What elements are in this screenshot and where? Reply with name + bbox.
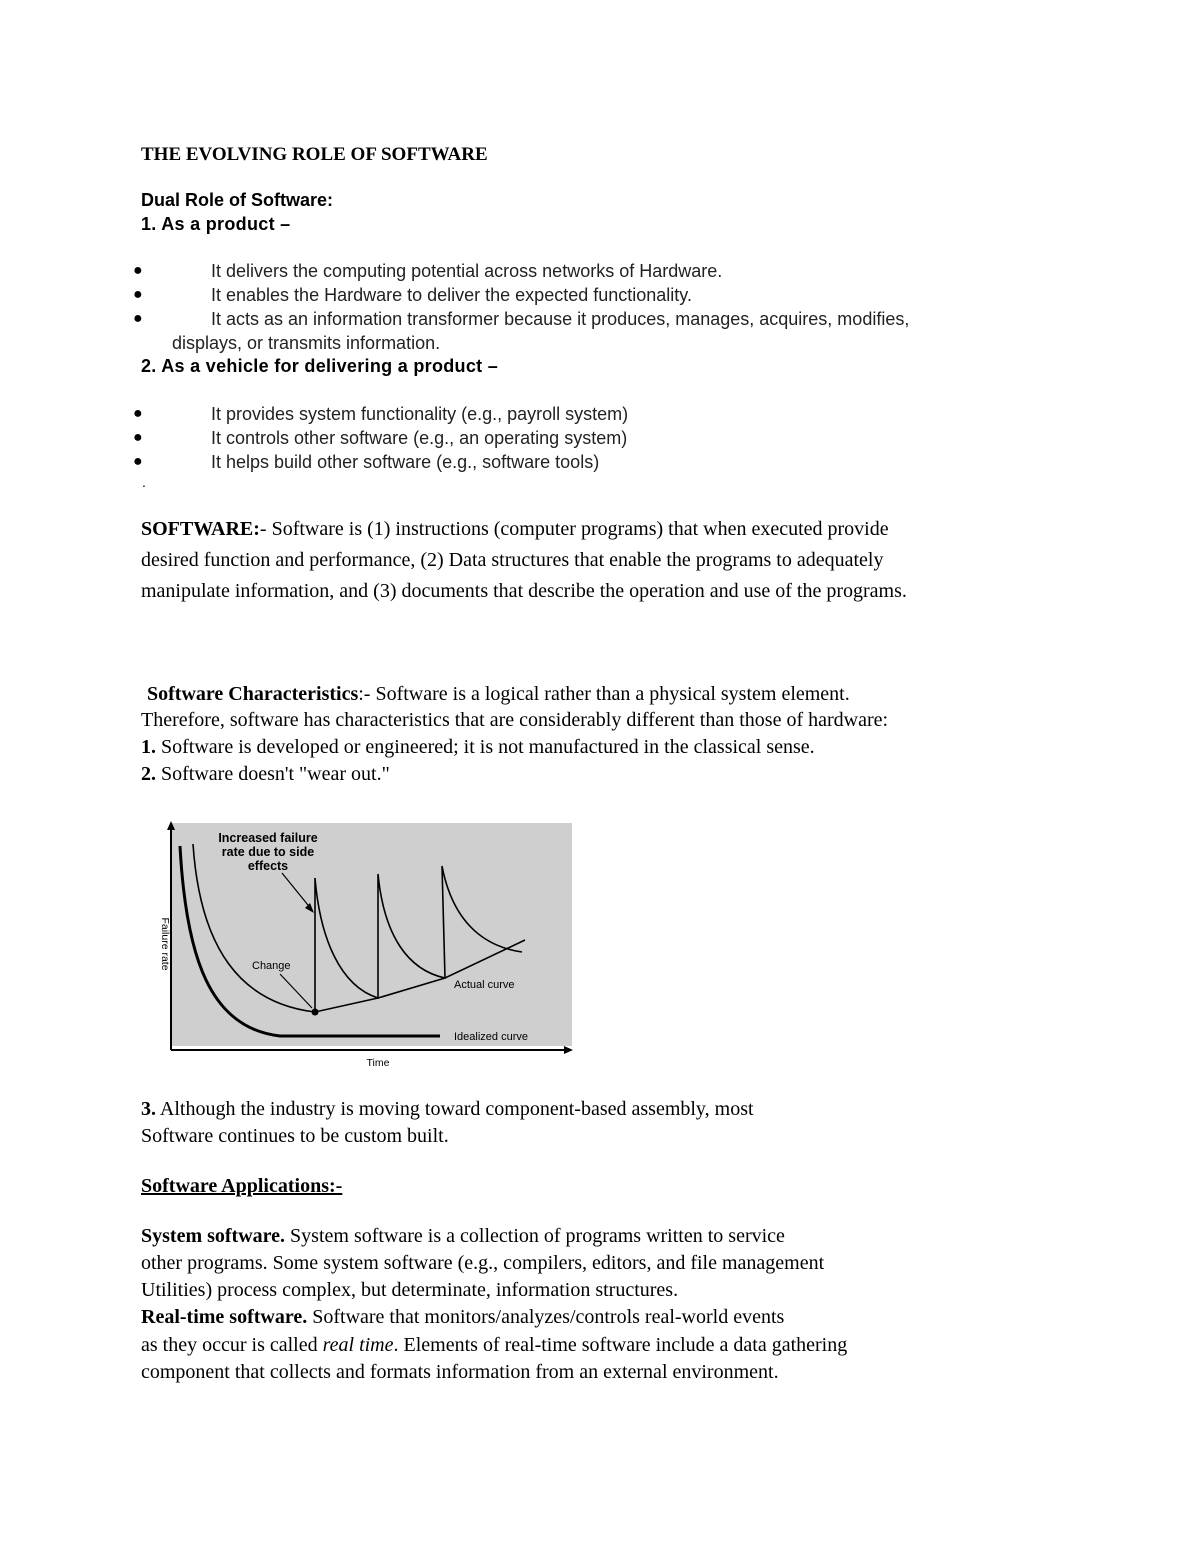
characteristic-2: 2. Software doesn't "wear out." [141,763,390,785]
x-axis-arrow [564,1046,573,1054]
bullet-icon: ● [133,310,143,327]
vehicle-heading: 2. As a vehicle for delivering a product – [141,356,499,376]
x-axis-label: Time [366,1057,390,1069]
annotation-line-1: Increased failure [218,831,318,845]
characteristic-3-cont: Software continues to be custom built. [141,1125,449,1147]
list-item: It controls other software (e.g., an operating system) [211,428,628,448]
bullet-icon: ● [133,429,143,446]
software-term: SOFTWARE: [141,518,260,540]
page-title: THE EVOLVING ROLE OF SOFTWARE [141,144,488,165]
bullet-icon: ● [133,405,143,422]
characteristic-1: 1. Software is developed or engineered; it is not manufactured in the classical sense. [141,736,815,758]
characteristics-line1: Software Characteristics:- Software is a logical rather than a physical system element. [147,683,850,705]
bullet-icon: ● [133,286,143,303]
stray-dot: . [142,474,146,490]
list-item: It provides system functionality (e.g., payroll system) [211,404,629,424]
change-label: Change [252,960,291,972]
list-item: It helps build other software (e.g., software tools) [211,452,600,472]
annotation-line-3: effects [247,859,289,873]
realtime-software-line3: component that collects and formats information from an external environment. [141,1361,779,1383]
realtime-software-line2: as they occur is called real time. Elements of real-time software include a data gathering [141,1334,848,1356]
y-axis-label: Failure rate [159,917,171,971]
list-item: It enables the Hardware to deliver the expected functionality. [211,285,692,305]
system-software-term: System software. [141,1225,286,1247]
system-software-line2: other programs. Some system software (e.g., compilers, editors, and file management [141,1252,825,1274]
characteristic-3: 3. Although the industry is moving toward component-based assembly, most [141,1098,754,1120]
actual-curve-label: Actual curve [454,979,515,991]
failure-curve-figure [140,818,580,1074]
idealized-curve-label: Idealized curve [454,1031,528,1043]
dual-role-heading: Dual Role of Software: [141,190,334,210]
system-software-line1: System software. System software is a collection of programs written to service [141,1225,785,1247]
applications-heading: Software Applications:- [141,1175,343,1197]
realtime-software-line1: Real-time software. Software that monitors/analyzes/controls real-world events [141,1306,785,1328]
realtime-software-term: Real-time software. [141,1306,308,1328]
software-def-line3: manipulate information, and (3) documents that describe the operation and use of the programs. [141,580,907,602]
characteristics-term: Software Characteristics [147,683,359,705]
list-item-continuation: displays, or transmits information. [172,333,441,353]
bullet-icon: ● [133,262,143,279]
system-software-line3: Utilities) process complex, but determinate, information structures. [141,1279,679,1301]
change-point [312,1009,319,1016]
software-def-line2: desired function and performance, (2) Data structures that enable the programs to adequately [141,549,884,571]
product-heading: 1. As a product – [141,214,291,234]
characteristics-line2: Therefore, software has characteristics that are considerably different than those of hardware: [141,709,889,731]
list-item: It acts as an information transformer because it produces, manages, acquires, modifies, [211,309,910,329]
list-item: It delivers the computing potential across networks of Hardware. [211,261,723,281]
annotation-line-2: rate due to side [221,845,315,859]
software-def-line1: SOFTWARE:- Software is (1) instructions (computer programs) that when executed provide [141,518,889,540]
bullet-icon: ● [133,453,143,470]
